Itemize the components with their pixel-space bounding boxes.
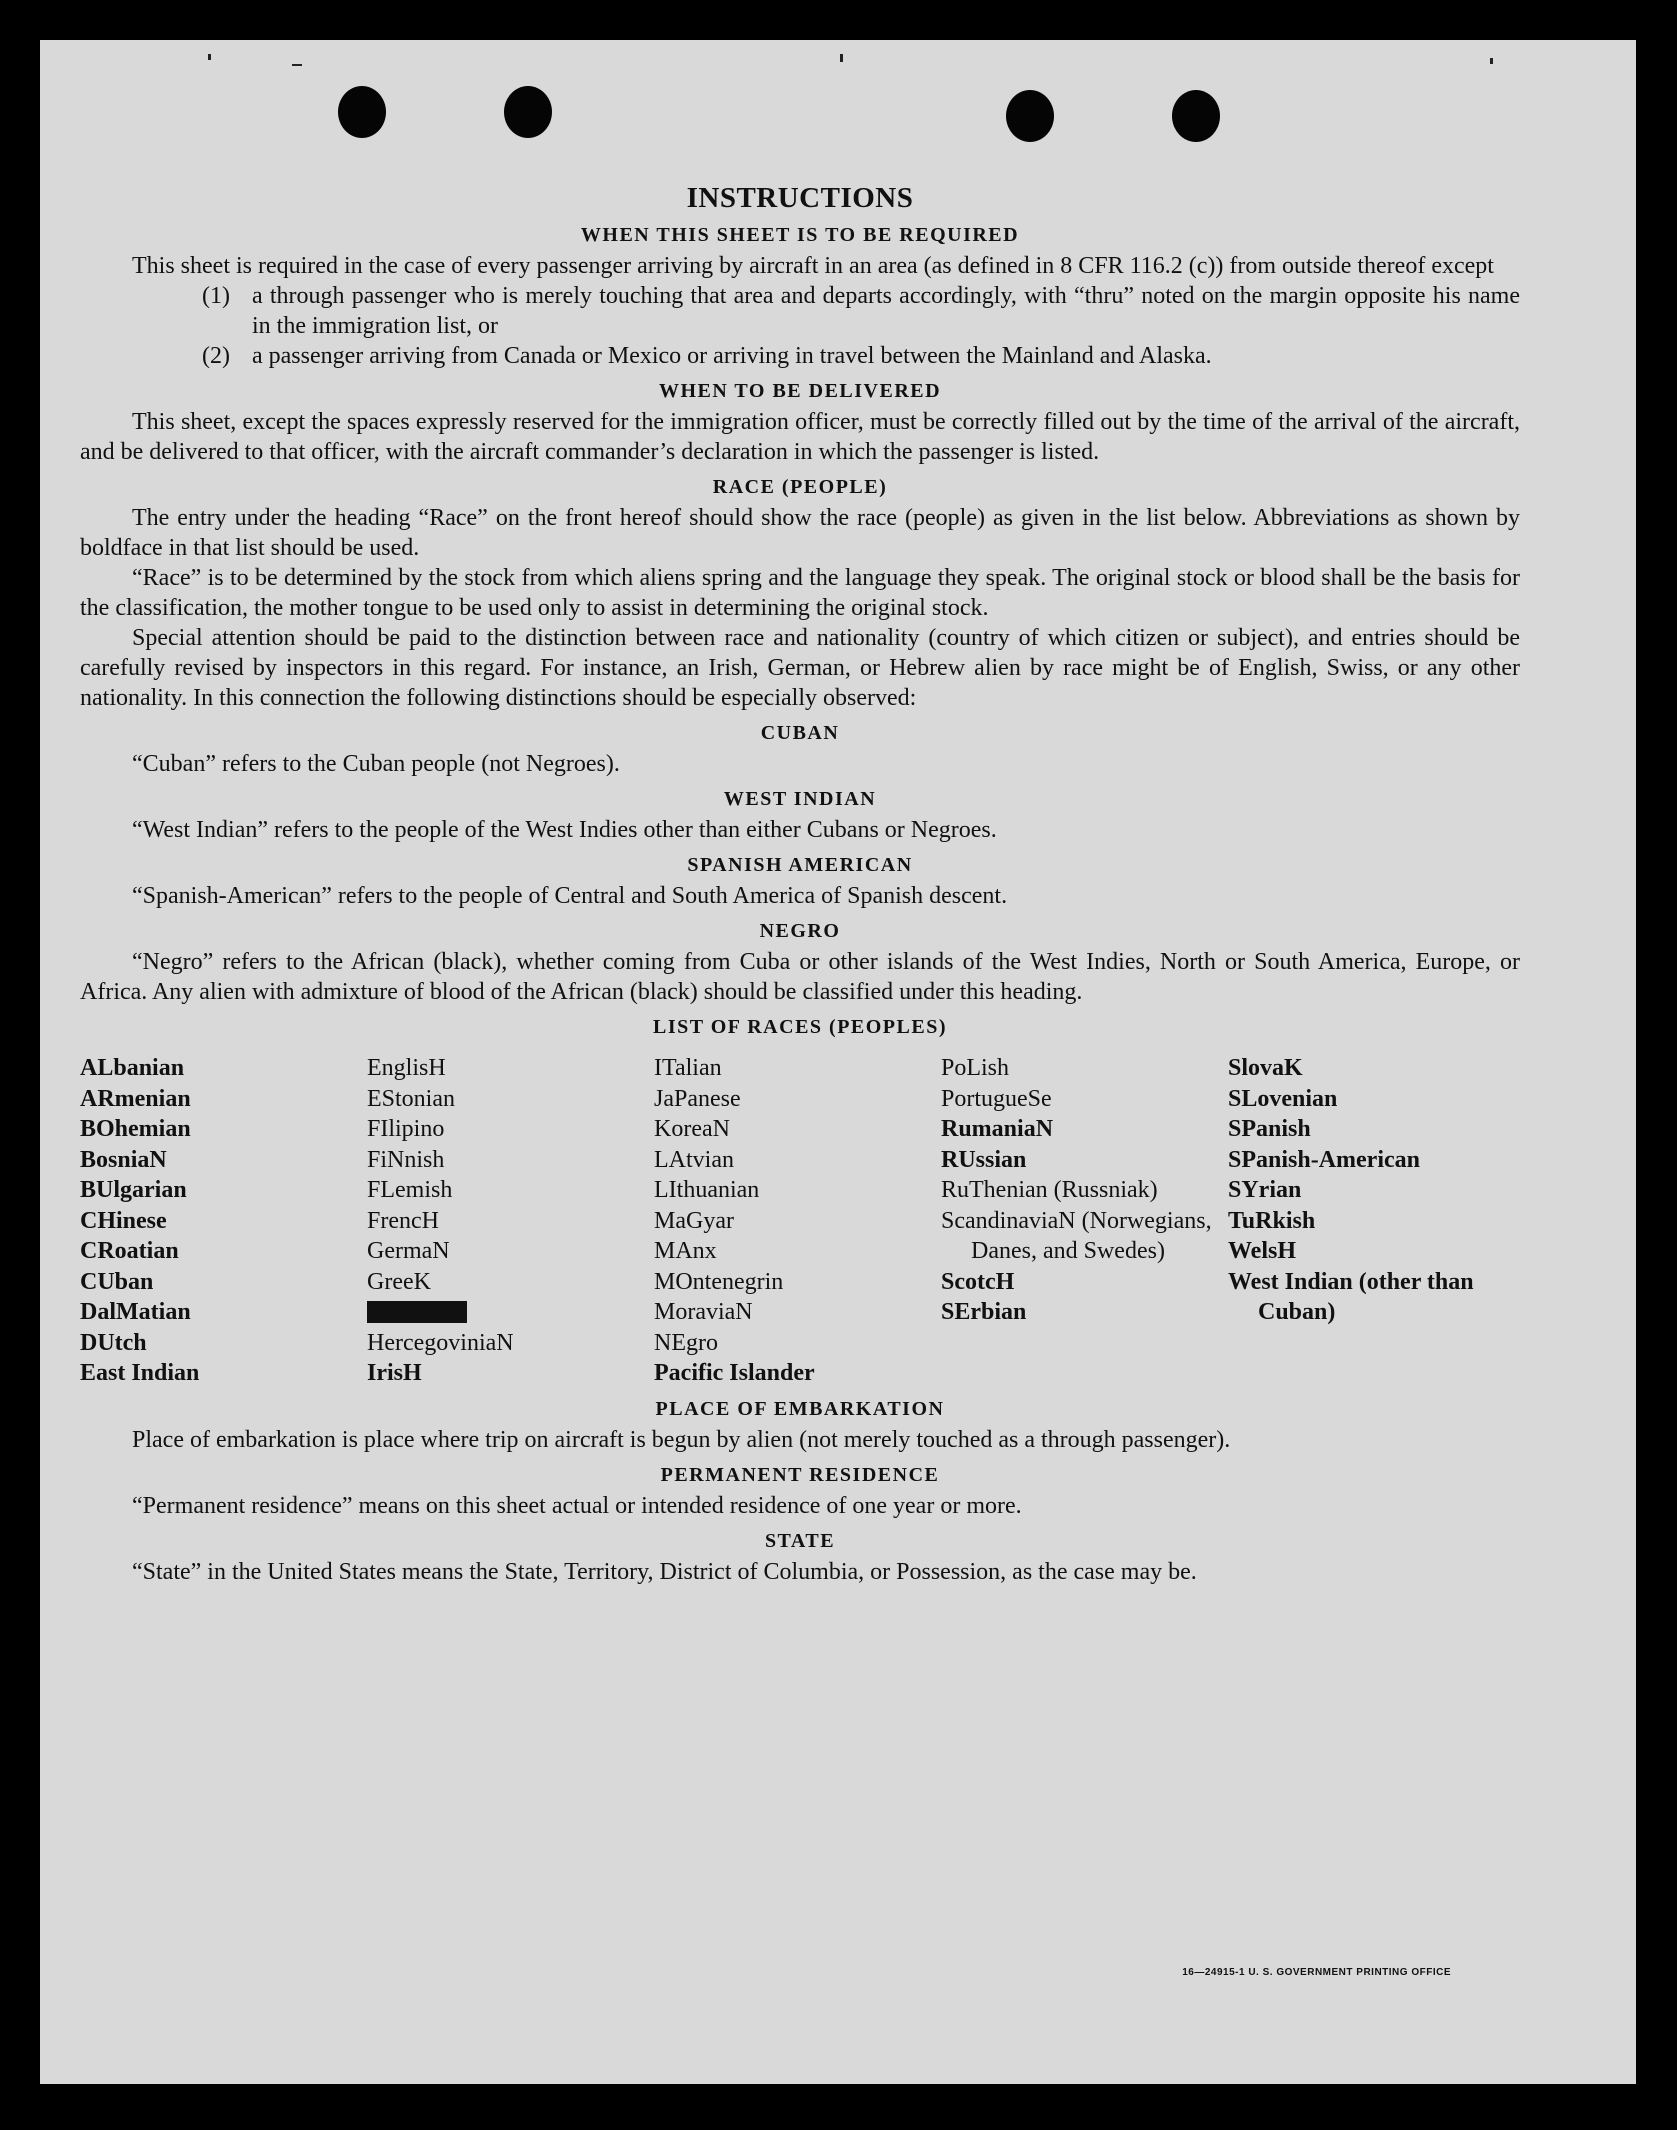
race-entry: MaGyar [654, 1207, 734, 1234]
punch-hole [338, 86, 386, 138]
race-entry: IrisH [367, 1360, 422, 1386]
section-heading: PERMANENT RESIDENCE [660, 1463, 940, 1486]
races-column [941, 1053, 1228, 1389]
race-entry: KoreaN [654, 1116, 730, 1142]
race-entry: CHinese [80, 1207, 167, 1234]
section-heading: RACE (PEOPLE) [712, 476, 888, 498]
race-entry: MAnx [654, 1238, 717, 1264]
paragraph: “West Indian” refers to the people of the West Indies other than either Cubans or Negroes. [132, 817, 997, 843]
item-number: (2) [202, 343, 230, 369]
race-entry: CRoatian [80, 1238, 179, 1264]
race-entry: SlovaK [1228, 1055, 1303, 1081]
race-entry: BUlgarian [80, 1177, 187, 1203]
race-entry: SYrian [1228, 1177, 1302, 1203]
race-entry: NEgro [654, 1329, 718, 1356]
item-text: a through passenger who is merely touching that area and departs accordingly, with “thru” noted on the margin opposite his name in the immigration list, or [252, 283, 1520, 339]
paragraph: “Spanish-American” refers to the people of Central and South America of Spanish descent. [132, 883, 1008, 909]
item-text: a passenger arriving from Canada or Mexico or arriving in travel between the Mainland and Alaska. [252, 343, 1212, 369]
section-heading: CUBAN [760, 722, 840, 744]
race-entry: MoraviaN [654, 1299, 753, 1325]
races-list [80, 1053, 1520, 1389]
instructions-body [80, 182, 1520, 1587]
race-entry: FiNnish [367, 1146, 445, 1173]
race-entry: West Indian (other than Cuban) [1228, 1268, 1474, 1325]
race-entry: ITalian [654, 1055, 722, 1081]
race-entry: HercegoviniaN [367, 1329, 514, 1356]
race-entry: SPanish-American [1228, 1146, 1420, 1173]
scan-mark [840, 54, 843, 62]
scan-mark [292, 64, 302, 66]
paragraph: “Race” is to be determined by the stock from which aliens spring and the language they speak. The original stock or blood shall be the basis for the classification, the mother tongue to be used only to assist in determining the original stock. [80, 565, 1520, 621]
punch-hole [504, 86, 552, 138]
race-entry: RumaniaN [941, 1116, 1054, 1142]
races-column [1228, 1053, 1520, 1389]
section-heading: SPANISH AMERICAN [687, 854, 913, 876]
paragraph: “Permanent residence” means on this sheet actual or intended residence of one year or more. [132, 1492, 1022, 1519]
race-entry: TuRkish [1228, 1207, 1316, 1234]
section-heading: LIST OF RACES (PEOPLES) [652, 1016, 947, 1038]
race-entry: BosniaN [80, 1146, 167, 1173]
race-entry: WelsH [1228, 1238, 1297, 1264]
race-entry: ALbanian [80, 1055, 185, 1081]
list-item [202, 281, 1520, 341]
paragraph: “State” in the United States means the State, Territory, District of Columbia, or Possession, as the case may be. [132, 1558, 1197, 1585]
race-entry: ScandinaviaN (Norwegians, Danes, and Swedes) [941, 1207, 1212, 1264]
section-heading: NEGRO [759, 920, 841, 942]
race-entry: BOhemian [80, 1116, 191, 1142]
scan-mark [208, 54, 211, 60]
list-item [202, 341, 1520, 371]
scan-mark [1490, 58, 1493, 64]
race-entry: SLovenian [1228, 1085, 1338, 1112]
paragraph: “Cuban” refers to the Cuban people (not Negroes). [132, 751, 620, 777]
race-entry: ScotcH [941, 1268, 1015, 1295]
race-entry: LAtvian [654, 1146, 734, 1173]
race-entry: DUtch [80, 1329, 147, 1356]
race-entry: Pacific Islander [654, 1360, 815, 1386]
document-sheet [40, 40, 1636, 2084]
race-entry: RUssian [941, 1146, 1027, 1173]
race-entry: PortugueSe [941, 1085, 1052, 1112]
page-title: INSTRUCTIONS [686, 182, 914, 214]
race-entry: ARmenian [80, 1085, 191, 1112]
race-entry: GermaN [367, 1238, 450, 1264]
section-heading: PLACE OF EMBARKATION [655, 1397, 945, 1420]
race-entry: PoLish [941, 1055, 1010, 1081]
race-entry: LIthuanian [654, 1177, 760, 1203]
races-column [654, 1053, 941, 1389]
race-entry: GreeK [367, 1268, 431, 1295]
race-entry: EnglisH [367, 1055, 446, 1081]
race-entry: East Indian [80, 1360, 200, 1386]
race-entry: SErbian [941, 1299, 1027, 1325]
punch-hole [1006, 90, 1054, 142]
race-entry: JaPanese [654, 1085, 741, 1112]
paragraph: Special attention should be paid to the distinction between race and nationality (country of which citizen or subject), and entries should be carefully revised by inspectors in this regard. For instance, an Irish, German, or Hebrew alien by race might be of English, Swiss, or any other nationality. In this connection the following distinctions should be especially observed: [80, 625, 1520, 711]
race-entry: SPanish [1228, 1116, 1311, 1142]
race-entry: MOntenegrin [654, 1268, 784, 1295]
race-entry: FrencH [367, 1207, 439, 1234]
paragraph: This sheet, except the spaces expressly reserved for the immigration officer, must be correctly filled out by the time of the arrival of the aircraft, and be delivered to that officer, with the aircraft commander’s declaration in which the passenger is listed. [80, 409, 1520, 465]
race-entry: RuThenian (Russniak) [941, 1177, 1158, 1203]
punch-hole [1172, 90, 1220, 142]
paragraph: “Negro” refers to the African (black), whether coming from Cuba or other islands of the West Indies, North or South America, Europe, or Africa. Any alien with admixture of blood of the African (black) should be classified under this heading. [80, 949, 1520, 1005]
races-column [367, 1053, 654, 1389]
paragraph: The entry under the heading “Race” on the front hereof should show the race (people) as given in the list below. Abbreviations as shown by boldface in that list should be used. [80, 505, 1520, 561]
paragraph: Place of embarkation is place where trip on aircraft is begun by alien (not merely touched as a through passenger). [132, 1426, 1231, 1453]
race-entry: FIlipino [367, 1116, 445, 1142]
redacted-entry [367, 1301, 467, 1323]
section-heading: WHEN THIS SHEET IS TO BE REQUIRED [580, 224, 1020, 246]
exception-list [202, 281, 1520, 371]
race-entry: FLemish [367, 1177, 453, 1203]
race-entry: CUban [80, 1268, 154, 1295]
race-entry: EStonian [367, 1085, 455, 1112]
printing-office-code: 16—24915-1 U. S. GOVERNMENT PRINTING OFFICE [1182, 1967, 1451, 1978]
item-number: (1) [202, 283, 230, 309]
section-heading: WHEN TO BE DELIVERED [658, 380, 942, 402]
section-heading: WEST INDIAN [723, 788, 877, 810]
section-heading: STATE [764, 1529, 836, 1552]
races-column [80, 1053, 367, 1389]
race-entry: DalMatian [80, 1299, 191, 1325]
paragraph: This sheet is required in the case of every passenger arriving by aircraft in an area (as defined in 8 CFR 116.2 (c)) from outside thereof except [132, 253, 1494, 279]
